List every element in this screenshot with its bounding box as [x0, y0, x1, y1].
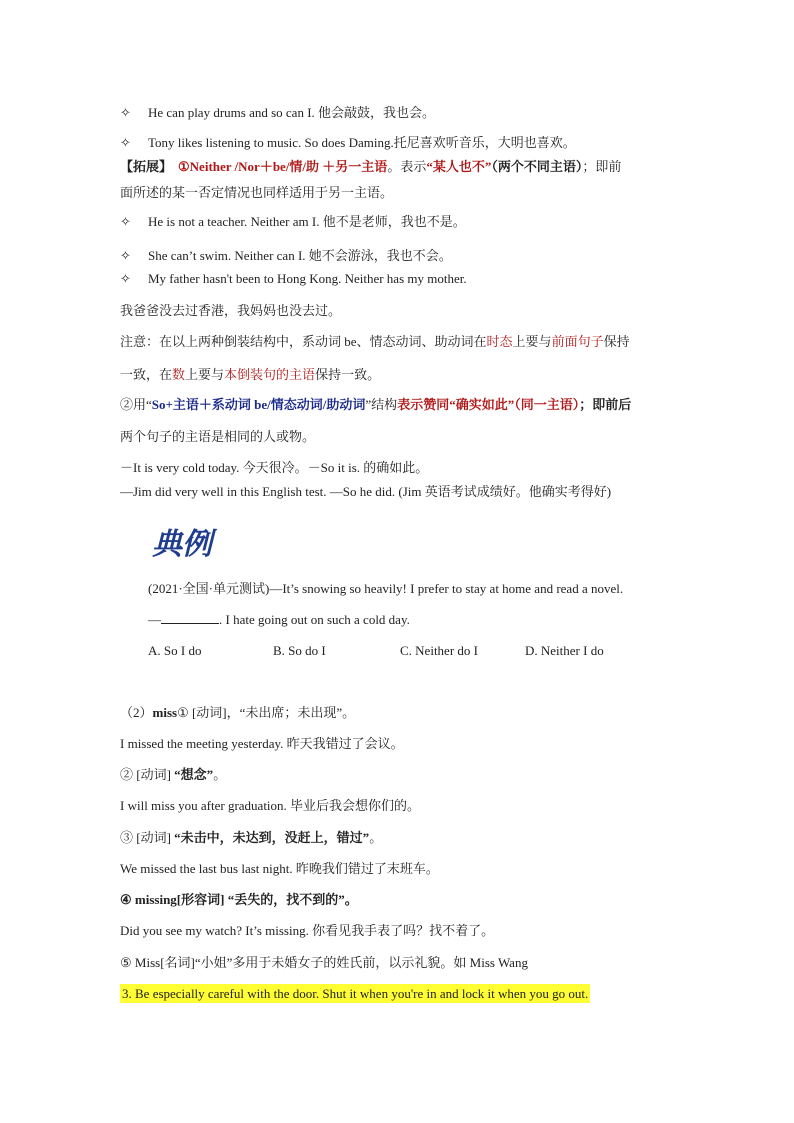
miss-sentence-1: I missed the meeting yesterday. 昨天我错过了会议。 [120, 736, 404, 751]
typical-example-logo [150, 524, 230, 560]
miss-heading-4: ④ missing[形容词] “丢失的，找不到的”。 [120, 892, 358, 907]
example-2: —Jim did very well in this English test. —So he did. (Jim 英语考试成绩好。他确实考得好) [120, 484, 612, 499]
extension-line-1: 【拓展】 ①Neither /Nor＋be/情/助 ＋另一主语。表示“某人也不”（两个不同主语）；即前 [120, 159, 622, 174]
exercise-blank-line: — . I hate going out on such a cold day. [148, 612, 410, 627]
bullet-line-4: ✧ She can’t swim. Neither can I. 她不会游泳，我也不会。 [120, 248, 452, 263]
bullet-line-1: ✧ He can play drums and so can I. 他会敲鼓，我也会。 [120, 105, 436, 120]
highlighted-sentence: 3. Be especially careful with the door. Shut it when you're in and lock it when you go out. [122, 986, 589, 1001]
answer-blank[interactable] [161, 611, 219, 624]
miss-sentence-4: Did you see my watch? It’s missing. 你看见我手表了吗？找不着了。 [120, 923, 495, 938]
bullet-line-3: ✧ He is not a teacher. Neither am I. 他不是老师，我也不是。 [120, 214, 466, 229]
diamond-bullet-icon: ✧ [120, 271, 131, 286]
exercise-options [148, 642, 668, 660]
exercise-question: (2021·全国·单元测试)—It’s snowing so heavily! I prefer to stay at home and read a novel. [148, 581, 624, 596]
miss-heading-2: ② [动词] “想念”。 [120, 767, 227, 782]
example-1: －It is very cold today. 今天很冷。－So it is. 的确如此。 [120, 460, 429, 475]
bullet-line-2: ✧ Tony likes listening to music. So does Daming.托尼喜欢听音乐，大明也喜欢。 [120, 135, 576, 150]
so-rule-line-1: ②用“So+主语＋系动词 be/情态动词/助动词”结构表示赞同“确实如此”（同一主语）；即前后 [120, 397, 632, 412]
extension-line-2: 面所述的某一否定情况也同样适用于另一主语。 [120, 185, 394, 200]
option-d[interactable]: D. Neither I do [525, 643, 604, 658]
diamond-bullet-icon: ✧ [120, 135, 131, 150]
miss-heading: （2）miss① [动词]，“未出席；未出现”。 [120, 705, 356, 720]
notice-line-1: 注意：在以上两种倒装结构中，系动词 be、情态动词、助动词在时态上要与前面句子保持 [120, 334, 630, 349]
diamond-bullet-icon: ✧ [120, 248, 131, 263]
notice-line-2: 一致，在数上要与本倒装句的主语保持一致。 [120, 367, 381, 382]
miss-sentence-2: I will miss you after graduation. 毕业后我会想你们的。 [120, 798, 421, 813]
bullet-line-5: ✧ My father hasn't been to Hong Kong. Neither has my mother. [120, 271, 467, 286]
option-a[interactable]: A. So I do [148, 643, 202, 658]
miss-heading-3: ③ [动词] “未击中，未达到，没赶上，错过”。 [120, 830, 383, 845]
svg-text:典例: 典例 [152, 527, 212, 560]
option-b[interactable]: B. So do I [273, 643, 326, 658]
miss-sentence-5: ⑤ Miss[名词]“小姐”多用于未婚女子的姓氏前，以示礼貌。如 Miss Wang [120, 955, 528, 970]
b5-translation: 我爸爸没去过香港，我妈妈也没去过。 [120, 303, 342, 318]
item-3 [120, 985, 590, 1003]
option-c[interactable]: C. Neither do I [400, 643, 478, 658]
so-rule-line-2: 两个句子的主语是相同的人或物。 [120, 429, 316, 444]
diamond-bullet-icon: ✧ [120, 105, 131, 120]
miss-sentence-3: We missed the last bus last night. 昨晚我们错过了末班车。 [120, 861, 439, 876]
diamond-bullet-icon: ✧ [120, 214, 131, 229]
